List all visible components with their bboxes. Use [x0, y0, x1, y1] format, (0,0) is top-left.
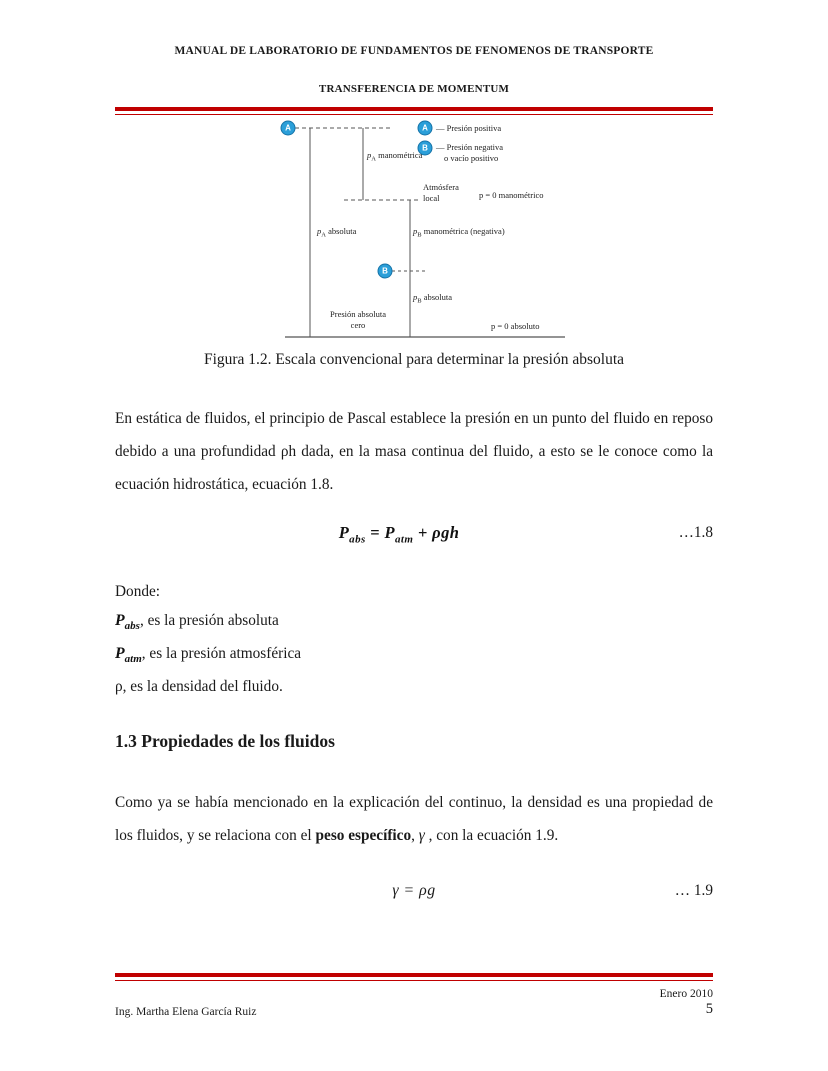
equation-1-8: $P_{abs} = P_{atm} + \rho gh$ [338, 523, 460, 546]
eq18-rhogh: ρgh [432, 523, 460, 542]
page-number: 5 [705, 1001, 713, 1017]
legend-a-text: — Presión positiva [436, 123, 502, 133]
equation-1-9-number: … 1.9 [674, 882, 713, 899]
footer-author: Ing. Martha Elena García Ruiz [115, 1006, 257, 1018]
equation-1-8-number: …1.8 [678, 524, 713, 541]
definition-p-abs: $P_{abs}$, es la presión absoluta [115, 612, 279, 633]
label-pa-absoluta: $p_A$ absoluta [317, 226, 357, 239]
donde-label: Donde: [115, 583, 161, 600]
eq18-p-atm: P [384, 523, 395, 542]
label-pb-manometrica-negativa: $p_B$ manométrica (negativa) [413, 226, 505, 239]
footer-date: Enero 2010 [659, 988, 713, 1000]
legend-a-letter: A [422, 123, 428, 133]
label-atmosfera: Atmósfera local [423, 182, 459, 203]
label-p0-absoluto: p = 0 absoluto [491, 321, 540, 331]
legend-b-letter: B [422, 143, 428, 153]
paragraph-peso-especifico: Como ya se había mencionado en la explicación del continuo, la densidad es una propiedad de los fluidos, y se relaciona con el peso específico, γ , con la ecuación 1.9. [115, 794, 713, 844]
legend-b-text-line1: — Presión negativa [436, 142, 504, 152]
label-presion-absoluta-cero: Presión absoluta cero [330, 309, 386, 330]
label-p0-manometrico: p = 0 manométrico [479, 190, 544, 200]
equation-1-9-row [115, 874, 713, 907]
document-title: MANUAL DE LABORATORIO DE FUNDAMENTOS DE FENOMENOS DE TRANSPORTE [174, 45, 654, 57]
p-abs-symbol: $P_{abs}$ [115, 612, 140, 633]
definition-p-atm: $P_{atm}$, es la presión atmosférica [115, 645, 302, 666]
paragraph-hydrostatic: En estática de fluidos, el principio de Pascal establece la presión en un punto del fluido en reposo debido a una profundidad ρh dada, en la masa continua del fluido, a esto se le conoce como la ecuación hidrostática, ecuación 1.8. [115, 410, 713, 493]
footer-rule [115, 973, 713, 981]
p-atm-symbol: $P_{atm}$ [115, 645, 142, 666]
point-a-letter: A [285, 123, 291, 133]
point-b-letter: B [382, 266, 388, 276]
peso-especifico-bold: peso específico [315, 827, 412, 844]
label-pa-manometrica: $p_A$ manométrica [367, 150, 423, 163]
eq18-p-abs: P [338, 523, 350, 542]
label-pb-absoluta: $p_B$ absoluta [413, 292, 453, 305]
definition-rho: ρ, es la densidad del fluido. [115, 678, 283, 695]
equation-1-8-row [115, 516, 713, 556]
gamma-symbol: γ [418, 827, 425, 844]
header-rule [115, 107, 713, 115]
equation-1-9: γ = ρg [392, 882, 436, 899]
pressure-scale-figure [278, 116, 570, 348]
legend-b-text-line2: o vacío positivo [444, 153, 499, 163]
figure-caption: Figura 1.2. Escala convencional para determinar la presión absoluta [203, 351, 625, 368]
document-subtitle: TRANSFERENCIA DE MOMENTUM [318, 83, 510, 95]
section-heading-1-3: 1.3 Propiedades de los fluidos [115, 731, 335, 751]
